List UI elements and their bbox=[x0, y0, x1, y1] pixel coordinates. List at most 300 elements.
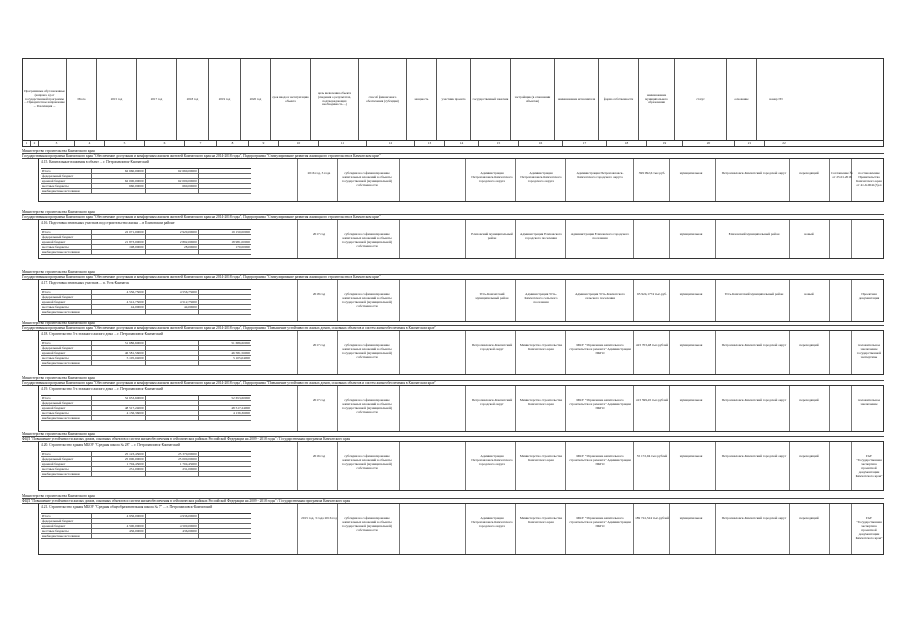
column-number: 15 bbox=[479, 141, 519, 146]
funding-year-a bbox=[146, 406, 199, 410]
project-title: 4.18. Строительство 3-х этажного жилого дома ... г. Петропавловск-Камчатский bbox=[41, 332, 163, 336]
column-number: 20 bbox=[683, 141, 735, 146]
column-divider bbox=[399, 504, 400, 554]
column-divider bbox=[829, 442, 830, 490]
cell-term: 2016 год, 3 года bbox=[307, 171, 331, 175]
header-cell: цель включения объекта (сведения о результатах, подтверждающих необходимость ...) bbox=[311, 59, 359, 140]
ministry-title: Министерство строительства Камчатского края bbox=[22, 210, 884, 215]
funding-total: 4 136,36000 bbox=[92, 411, 145, 415]
column-divider bbox=[789, 442, 790, 490]
funding-source: внебюджетные источники bbox=[41, 534, 92, 538]
funding-year-a bbox=[146, 401, 199, 405]
column-divider bbox=[565, 504, 566, 554]
cell-ownership: муниципальная bbox=[679, 398, 703, 402]
funding-year-a: 44,00000 bbox=[146, 305, 199, 309]
header-cell: срок ввода в эксплуатацию объекта bbox=[271, 59, 311, 140]
column-divider bbox=[829, 504, 830, 554]
funding-source: краевой бюджет bbox=[41, 300, 92, 304]
funding-source: местные бюджеты bbox=[41, 356, 92, 360]
cell-participant: Усть-Камчатский муниципальный район bbox=[475, 292, 509, 300]
column-divider bbox=[337, 504, 338, 554]
project-block bbox=[38, 441, 884, 491]
funding-source: федеральный бюджет bbox=[41, 295, 92, 299]
funding-total: 1 704,45000 bbox=[92, 462, 145, 466]
column-number: 12 bbox=[367, 141, 415, 146]
funding-year-a bbox=[146, 351, 199, 355]
column-divider bbox=[465, 386, 466, 431]
funding-source: Итого bbox=[41, 290, 92, 294]
column-divider bbox=[669, 280, 670, 321]
funding-year-b: 4 136,36000 bbox=[233, 411, 251, 415]
funding-total: 44,00000 bbox=[92, 305, 145, 309]
column-divider bbox=[633, 442, 634, 490]
cell-municipality: Елизовский муниципальный район bbox=[728, 232, 780, 236]
column-divider bbox=[337, 442, 338, 490]
column-divider bbox=[515, 504, 516, 554]
cell-aim: субсидия на софинансирование капитальных вложений в объекты государственной (муниципальной) собственности bbox=[341, 343, 393, 359]
funding-year-b bbox=[199, 529, 251, 533]
cell-status: переходящий bbox=[799, 516, 819, 520]
column-divider bbox=[851, 386, 852, 431]
program-title: Государственная программа Камчатского края "Обеспечение доступным и комфортным жильем жителей Камчатского края на 2014-2018 годы", Подпрограмма "Стимулирование развития жилищного строительства в Камчатском крае" bbox=[22, 154, 884, 159]
funding-row bbox=[41, 310, 251, 315]
program-title: Государственная программа Камчатского края "Обеспечение доступным и комфортным жильем жителей Камчатского края на 2014-2018 годы", Подпрограмма "Стимулирование развития жилищного строительства в Камчатском крае" bbox=[22, 215, 884, 220]
cell-status: переходящий bbox=[799, 454, 819, 458]
cell-capacity: 423 703,48 тыс.рублей bbox=[635, 343, 669, 347]
funding-year-b bbox=[199, 401, 251, 405]
funding-total bbox=[92, 346, 145, 350]
funding-source: краевой бюджет bbox=[41, 406, 92, 410]
funding-year-b bbox=[199, 295, 251, 299]
funding-year-a bbox=[146, 341, 199, 345]
cell-capacity: 413 599,45 тыс.рублей bbox=[635, 398, 669, 402]
cell-capacity: 399 092,6 тыс.руб. bbox=[638, 171, 666, 175]
funding-table bbox=[41, 229, 251, 255]
funding-total: 62 660,00000 bbox=[92, 169, 145, 173]
project-block bbox=[38, 279, 884, 322]
funding-total: 52 653,60000 bbox=[92, 396, 145, 400]
funding-row bbox=[41, 189, 251, 194]
cell-ownership: муниципальная bbox=[679, 292, 703, 296]
funding-total bbox=[92, 250, 145, 254]
column-divider bbox=[565, 159, 566, 201]
cell-gp: положительное заключение bbox=[857, 398, 881, 406]
funding-year-b: 5 105,04000 bbox=[233, 356, 251, 360]
funding-total: 4 500,00000 bbox=[92, 524, 145, 528]
header-cell: Итого bbox=[67, 59, 97, 140]
ministry-title: Министерство строительства Камчатского края bbox=[22, 270, 884, 275]
column-divider bbox=[297, 159, 298, 201]
funding-total: 660,00000 bbox=[92, 184, 145, 188]
funding-source: местные бюджеты bbox=[41, 529, 92, 533]
column-divider bbox=[399, 331, 400, 374]
header-cell: наименование исполнителя bbox=[555, 59, 599, 140]
funding-total: 436,00000 bbox=[92, 529, 145, 533]
funding-row bbox=[41, 534, 251, 539]
funding-source: Итого bbox=[41, 169, 92, 173]
funding-total: 62 000,00000 bbox=[92, 179, 145, 183]
funding-year-a: 2 892,00000 bbox=[146, 240, 199, 244]
column-divider bbox=[515, 159, 516, 201]
funding-year-a bbox=[146, 295, 199, 299]
funding-total bbox=[92, 416, 145, 420]
funding-year-b bbox=[199, 524, 251, 528]
header-cell: основание bbox=[727, 59, 757, 140]
column-divider bbox=[715, 504, 716, 554]
column-divider bbox=[465, 220, 466, 258]
header-cell: 2015 год bbox=[97, 59, 137, 140]
ministry-title: Министерство строительства Камчатского края bbox=[22, 321, 884, 326]
header-cell: форма собственности bbox=[599, 59, 639, 140]
funding-source: местные бюджеты bbox=[41, 467, 92, 471]
header-cell: номер ГП bbox=[769, 96, 783, 101]
funding-year-b bbox=[199, 534, 251, 538]
column-divider bbox=[399, 386, 400, 431]
column-divider bbox=[669, 504, 670, 554]
funding-year-a: 2 920,00000 bbox=[146, 230, 199, 234]
header-cell: наименование муниципального образования bbox=[639, 59, 675, 140]
funding-total bbox=[92, 534, 145, 538]
column-number: 10 bbox=[279, 141, 319, 146]
funding-year-a bbox=[146, 346, 199, 350]
column-divider bbox=[851, 220, 852, 258]
funding-total: 25 000,00000 bbox=[92, 457, 145, 461]
project-title: 4.21. Строительство здания МБОУ "Средняя общеобразовательная школа № 7" ... г. Петропавловск-Камчатский bbox=[41, 505, 213, 509]
funding-year-a bbox=[146, 472, 199, 476]
ministry-title: Министерство строительства Камчатского края bbox=[22, 149, 884, 154]
funding-year-b: 46 581,56000 bbox=[231, 351, 251, 355]
program-title: ФЦП "Повышение устойчивости жилых домов, основных объектов и систем жизнеобеспечения в сейсмических районах Российской Федерации на 2009 - 2018 годы" / Государственная программа Камчатского края bbox=[22, 499, 884, 504]
column-divider bbox=[297, 331, 298, 374]
header-cell: застройщик (в отношении объектов) bbox=[511, 59, 555, 140]
column-divider bbox=[515, 220, 516, 258]
funding-total: 25 123,45000 bbox=[92, 452, 145, 456]
funding-source: Итого bbox=[41, 452, 92, 456]
funding-source: Итого bbox=[41, 230, 92, 234]
funding-source: Итого bbox=[41, 514, 92, 518]
funding-source: федеральный бюджет bbox=[41, 235, 92, 239]
cell-municipality: Петропавловск-Камчатский городской округ bbox=[721, 398, 787, 402]
project-title: 4.19. Строительство 3-х этажного жилого дома ... г. Петропавловск-Камчатский bbox=[41, 387, 163, 391]
header-cell: мощность bbox=[407, 59, 437, 140]
cell-term: 2017 год bbox=[312, 398, 326, 402]
cell-participant: Администрация Петропавловск-Камчатского городского округа bbox=[471, 454, 513, 466]
program-title: Государственная программа Камчатского края "Обеспечение доступным и комфортным жильем жителей Камчатского края на 2014-2018 годы", Подпрограмма "Стимулирование развития жилищного строительства в Камчатском крае" bbox=[22, 275, 884, 280]
project-block bbox=[38, 503, 884, 555]
funding-source: краевой бюджет bbox=[41, 240, 92, 244]
funding-year-b bbox=[199, 310, 251, 314]
column-divider bbox=[669, 442, 670, 490]
cell-status: переходящий bbox=[799, 343, 819, 347]
funding-total: 231,00000 bbox=[92, 467, 145, 471]
cell-ownership: муниципальная bbox=[679, 343, 703, 347]
cell-developer: МКУ "Управление капитального строительства и ремонта" Администрации ПКГО bbox=[569, 454, 631, 466]
funding-year-b bbox=[199, 467, 251, 471]
cell-aim: субсидия на софинансирование капитальных вложений в объекты государственной (муниципальной) собственности bbox=[341, 516, 393, 532]
funding-total bbox=[92, 174, 145, 178]
column-number: 17 bbox=[563, 141, 607, 146]
column-divider bbox=[565, 220, 566, 258]
cell-aim: субсидия на софинансирование капитальных вложений в объекты государственной (муниципальной) собственности bbox=[341, 398, 393, 414]
funding-total: 51 686,60000 bbox=[92, 341, 145, 345]
funding-total: 4 512,75000 bbox=[92, 300, 145, 304]
cell-status: переходящий bbox=[799, 398, 819, 402]
column-number: 6 bbox=[145, 141, 185, 146]
cell-customer: Министерство строительства Камчатского края bbox=[519, 454, 563, 462]
funding-source: краевой бюджет bbox=[41, 524, 92, 528]
cell-capacity: 65 924,1774 тыс.руб. bbox=[637, 292, 667, 296]
column-divider bbox=[515, 442, 516, 490]
column-divider bbox=[851, 280, 852, 321]
funding-year-a bbox=[146, 250, 199, 254]
column-number: 1 bbox=[23, 141, 31, 146]
column-number: 7 bbox=[185, 141, 217, 146]
funding-year-a: 436,00000 bbox=[146, 529, 199, 533]
project-block bbox=[38, 385, 884, 432]
column-divider bbox=[337, 331, 338, 374]
funding-total: 5 105,04000 bbox=[92, 356, 145, 360]
column-divider bbox=[515, 386, 516, 431]
funding-year-b bbox=[199, 169, 251, 173]
program-title: ФЦП "Повышение устойчивости жилых домов, основных объектов и систем жизнеобеспечения в сейсмических районах Российской Федерации на 2009 - 2018 годы" / Государственная программа Камчатского края bbox=[22, 437, 884, 442]
funding-year-a: 4 936,00000 bbox=[146, 514, 199, 518]
cell-term: 2016 год bbox=[312, 454, 326, 458]
funding-year-b bbox=[199, 250, 251, 254]
funding-year-b bbox=[199, 174, 251, 178]
cell-aim: субсидия на софинансирование капитальных вложений в объекты государственной (муниципальной) собственности bbox=[341, 171, 393, 187]
cell-ownership: муниципальная bbox=[679, 454, 703, 458]
funding-year-a: 4 556,75000 bbox=[146, 290, 199, 294]
cell-participant: Елизовский муниципальный район bbox=[471, 232, 513, 240]
funding-year-a bbox=[146, 416, 199, 420]
cell-customer: Администрация Елизовского городского поселения bbox=[520, 232, 562, 240]
column-divider bbox=[789, 220, 790, 258]
header-cell: 2019 год bbox=[209, 59, 241, 140]
column-divider bbox=[515, 280, 516, 321]
column-divider bbox=[465, 331, 466, 374]
funding-year-b bbox=[199, 416, 251, 420]
funding-year-a bbox=[146, 235, 199, 239]
cell-gp: Проектная документация bbox=[858, 292, 880, 300]
column-divider bbox=[565, 442, 566, 490]
funding-table bbox=[41, 513, 251, 539]
project-title: 4.20. Строительство здания МБОУ "Средняя школа № 28" ... г. Петропавловск-Камчатский bbox=[41, 443, 180, 447]
project-title: 4.15. Капитальные вложения в объект ... г. Петропавловск-Камчатский bbox=[41, 160, 149, 164]
funding-source: внебюджетные источники bbox=[41, 310, 92, 314]
funding-source: краевой бюджет bbox=[41, 351, 92, 355]
funding-table bbox=[41, 451, 251, 477]
funding-total: 198,00000 bbox=[92, 245, 145, 249]
funding-year-a bbox=[146, 189, 199, 193]
funding-year-a bbox=[146, 411, 199, 415]
header-cell: 2020 год bbox=[241, 59, 271, 140]
funding-year-a: 1 704,45000 bbox=[146, 462, 199, 466]
funding-source: внебюджетные источники bbox=[41, 361, 92, 365]
column-divider bbox=[465, 280, 466, 321]
cell-customer: Администрация Петропавловск-Камчатского городского округа bbox=[520, 171, 562, 183]
program-title: Государственная программа Камчатского края "Обеспечение доступным и комфортным жильем жителей Камчатского края на 2014-2018 годы", Подпрограмма "Повышение устойчивости жилых домов, основных объектов и систем жизнеобеспечения в Камчатском крае" bbox=[22, 381, 884, 386]
column-divider bbox=[337, 220, 338, 258]
funding-year-b bbox=[199, 290, 251, 294]
funding-year-b bbox=[199, 189, 251, 193]
funding-source: внебюджетные источники bbox=[41, 472, 92, 476]
column-divider bbox=[465, 504, 466, 554]
cell-capacity: 55 172,94 тыс.рублей bbox=[636, 454, 668, 458]
funding-year-a: 4 500,00000 bbox=[146, 524, 199, 528]
funding-year-b: 170,00000 bbox=[235, 245, 251, 249]
cell-status: новый bbox=[804, 232, 814, 236]
column-number: 2 bbox=[31, 141, 39, 146]
funding-year-a: 28,00000 bbox=[146, 245, 199, 249]
funding-year-a: 4 512,75000 bbox=[146, 300, 199, 304]
funding-source: внебюджетные источники bbox=[41, 250, 92, 254]
funding-year-a bbox=[146, 356, 199, 360]
project-block bbox=[38, 330, 884, 375]
table-header bbox=[22, 58, 884, 141]
funding-total: 4 556,75000 bbox=[92, 290, 145, 294]
column-number: 11 bbox=[319, 141, 367, 146]
cell-customer: Министерство строительства Камчатского края bbox=[519, 398, 563, 406]
column-divider bbox=[829, 220, 830, 258]
ministry-title: Министерство строительства Камчатского края bbox=[22, 376, 884, 381]
cell-basis: Соглашение № от 25.01.2016 bbox=[831, 171, 853, 179]
header-cell: государственный заказчик bbox=[471, 59, 511, 140]
funding-year-b bbox=[199, 361, 251, 365]
funding-year-b bbox=[199, 235, 251, 239]
column-divider bbox=[715, 159, 716, 201]
funding-row bbox=[41, 416, 251, 421]
cell-participant: Администрация Петропавловск-Камчатского городского округа bbox=[471, 516, 513, 528]
funding-year-b bbox=[199, 462, 251, 466]
column-divider bbox=[829, 159, 830, 201]
cell-gp: ГАУ "Государственная экспертиза проектной документации Камчатского края" bbox=[855, 516, 883, 540]
column-divider bbox=[399, 442, 400, 490]
column-divider bbox=[633, 331, 634, 374]
funding-year-a: 231,00000 bbox=[146, 467, 199, 471]
column-divider bbox=[465, 159, 466, 201]
header-cell: способ финансового обеспечения (субсидии) bbox=[359, 59, 407, 140]
funding-year-a bbox=[146, 519, 199, 523]
column-number: 16 bbox=[519, 141, 563, 146]
column-number: 4 bbox=[75, 141, 105, 146]
column-divider bbox=[297, 504, 298, 554]
column-divider bbox=[715, 442, 716, 490]
column-number: 13 bbox=[415, 141, 445, 146]
funding-source: местные бюджеты bbox=[41, 411, 92, 415]
funding-total bbox=[92, 361, 145, 365]
funding-year-a: 25 000,00000 bbox=[146, 457, 199, 461]
column-divider bbox=[715, 220, 716, 258]
ministry-title: Министерство строительства Камчатского края bbox=[22, 494, 884, 499]
funding-total: 48 517,24000 bbox=[92, 406, 145, 410]
cell-ownership: муниципальная bbox=[679, 516, 703, 520]
column-divider bbox=[565, 386, 566, 431]
funding-total bbox=[92, 472, 145, 476]
column-number: 21 bbox=[735, 141, 765, 146]
column-divider bbox=[337, 159, 338, 201]
funding-source: местные бюджеты bbox=[41, 305, 92, 309]
cell-ownership: муниципальная bbox=[679, 171, 703, 175]
column-divider bbox=[851, 331, 852, 374]
column-divider bbox=[297, 220, 298, 258]
cell-participant: Администрация Петропавловск-Камчатского городского округа bbox=[471, 171, 513, 183]
funding-source: краевой бюджет bbox=[41, 179, 92, 183]
cell-ownership: муниципальная bbox=[679, 232, 703, 236]
column-divider bbox=[669, 220, 670, 258]
project-block bbox=[38, 158, 884, 202]
cell-term: 2015 год, 3 года 2016 год bbox=[301, 516, 337, 520]
funding-year-a: 660,00000 bbox=[146, 184, 199, 188]
funding-year-a: 62 660,00000 bbox=[146, 169, 199, 173]
cell-customer: Министерство строительства Камчатского края bbox=[519, 343, 563, 351]
column-divider bbox=[399, 159, 400, 201]
column-divider bbox=[633, 504, 634, 554]
column-divider bbox=[633, 280, 634, 321]
funding-year-a bbox=[146, 174, 199, 178]
funding-year-b: 51 686,60000 bbox=[231, 341, 251, 345]
funding-source: местные бюджеты bbox=[41, 184, 92, 188]
funding-year-b bbox=[199, 346, 251, 350]
column-divider bbox=[789, 159, 790, 201]
funding-total bbox=[92, 235, 145, 239]
cell-gp: постановление Правительства Камчатского края от 41-6-0041(3)-п bbox=[856, 171, 882, 187]
column-divider bbox=[789, 386, 790, 431]
column-number: 8 bbox=[217, 141, 249, 146]
funding-year-b: 18 981,00000 bbox=[231, 240, 251, 244]
cell-developer: Администрация Усть-Камчатского сельского поселения bbox=[575, 292, 625, 300]
funding-total bbox=[92, 401, 145, 405]
funding-total: 46 581,56000 bbox=[92, 351, 145, 355]
cell-municipality: Петропавловск-Камчатский городской округ bbox=[721, 454, 787, 458]
header-cell: участник проекта bbox=[437, 59, 471, 140]
funding-year-a bbox=[146, 534, 199, 538]
funding-table bbox=[41, 340, 251, 366]
column-divider bbox=[565, 331, 566, 374]
header-cell: статус bbox=[675, 59, 727, 140]
funding-year-a bbox=[146, 361, 199, 365]
column-divider bbox=[633, 386, 634, 431]
cell-status: переходящий bbox=[799, 171, 819, 175]
column-divider bbox=[297, 386, 298, 431]
funding-source: федеральный бюджет bbox=[41, 457, 92, 461]
funding-year-a bbox=[146, 310, 199, 314]
column-number: 22 bbox=[782, 141, 786, 145]
column-divider bbox=[337, 280, 338, 321]
funding-source: местные бюджеты bbox=[41, 245, 92, 249]
column-divider bbox=[715, 331, 716, 374]
cell-participant: Петропавловск-Камчатский городской округ bbox=[471, 343, 513, 351]
column-divider bbox=[297, 280, 298, 321]
cell-capacity: 189 741,524 тыс.рублей bbox=[635, 516, 669, 520]
project-title: 4.17. Подготовка земельных участков ... п. Усть-Камчатск bbox=[41, 281, 130, 285]
funding-year-a bbox=[146, 396, 199, 400]
cell-municipality: Усть-Камчатский муниципальный район bbox=[724, 292, 784, 296]
column-divider bbox=[669, 331, 670, 374]
column-divider bbox=[465, 442, 466, 490]
project-block bbox=[38, 219, 884, 259]
column-number: 9 bbox=[249, 141, 279, 146]
cell-developer: МКУ "Управление капитального строительства и ремонта" Администрации ПКГО bbox=[569, 398, 631, 410]
column-divider bbox=[829, 386, 830, 431]
cell-status: новый bbox=[804, 292, 814, 296]
column-divider bbox=[851, 504, 852, 554]
funding-year-b bbox=[199, 472, 251, 476]
funding-total bbox=[92, 295, 145, 299]
column-divider bbox=[789, 280, 790, 321]
column-divider bbox=[399, 220, 400, 258]
column-divider bbox=[715, 386, 716, 431]
cell-developer: МКУ "Управление капитального строительства и ремонта" Администрации ПКГО bbox=[569, 516, 631, 528]
